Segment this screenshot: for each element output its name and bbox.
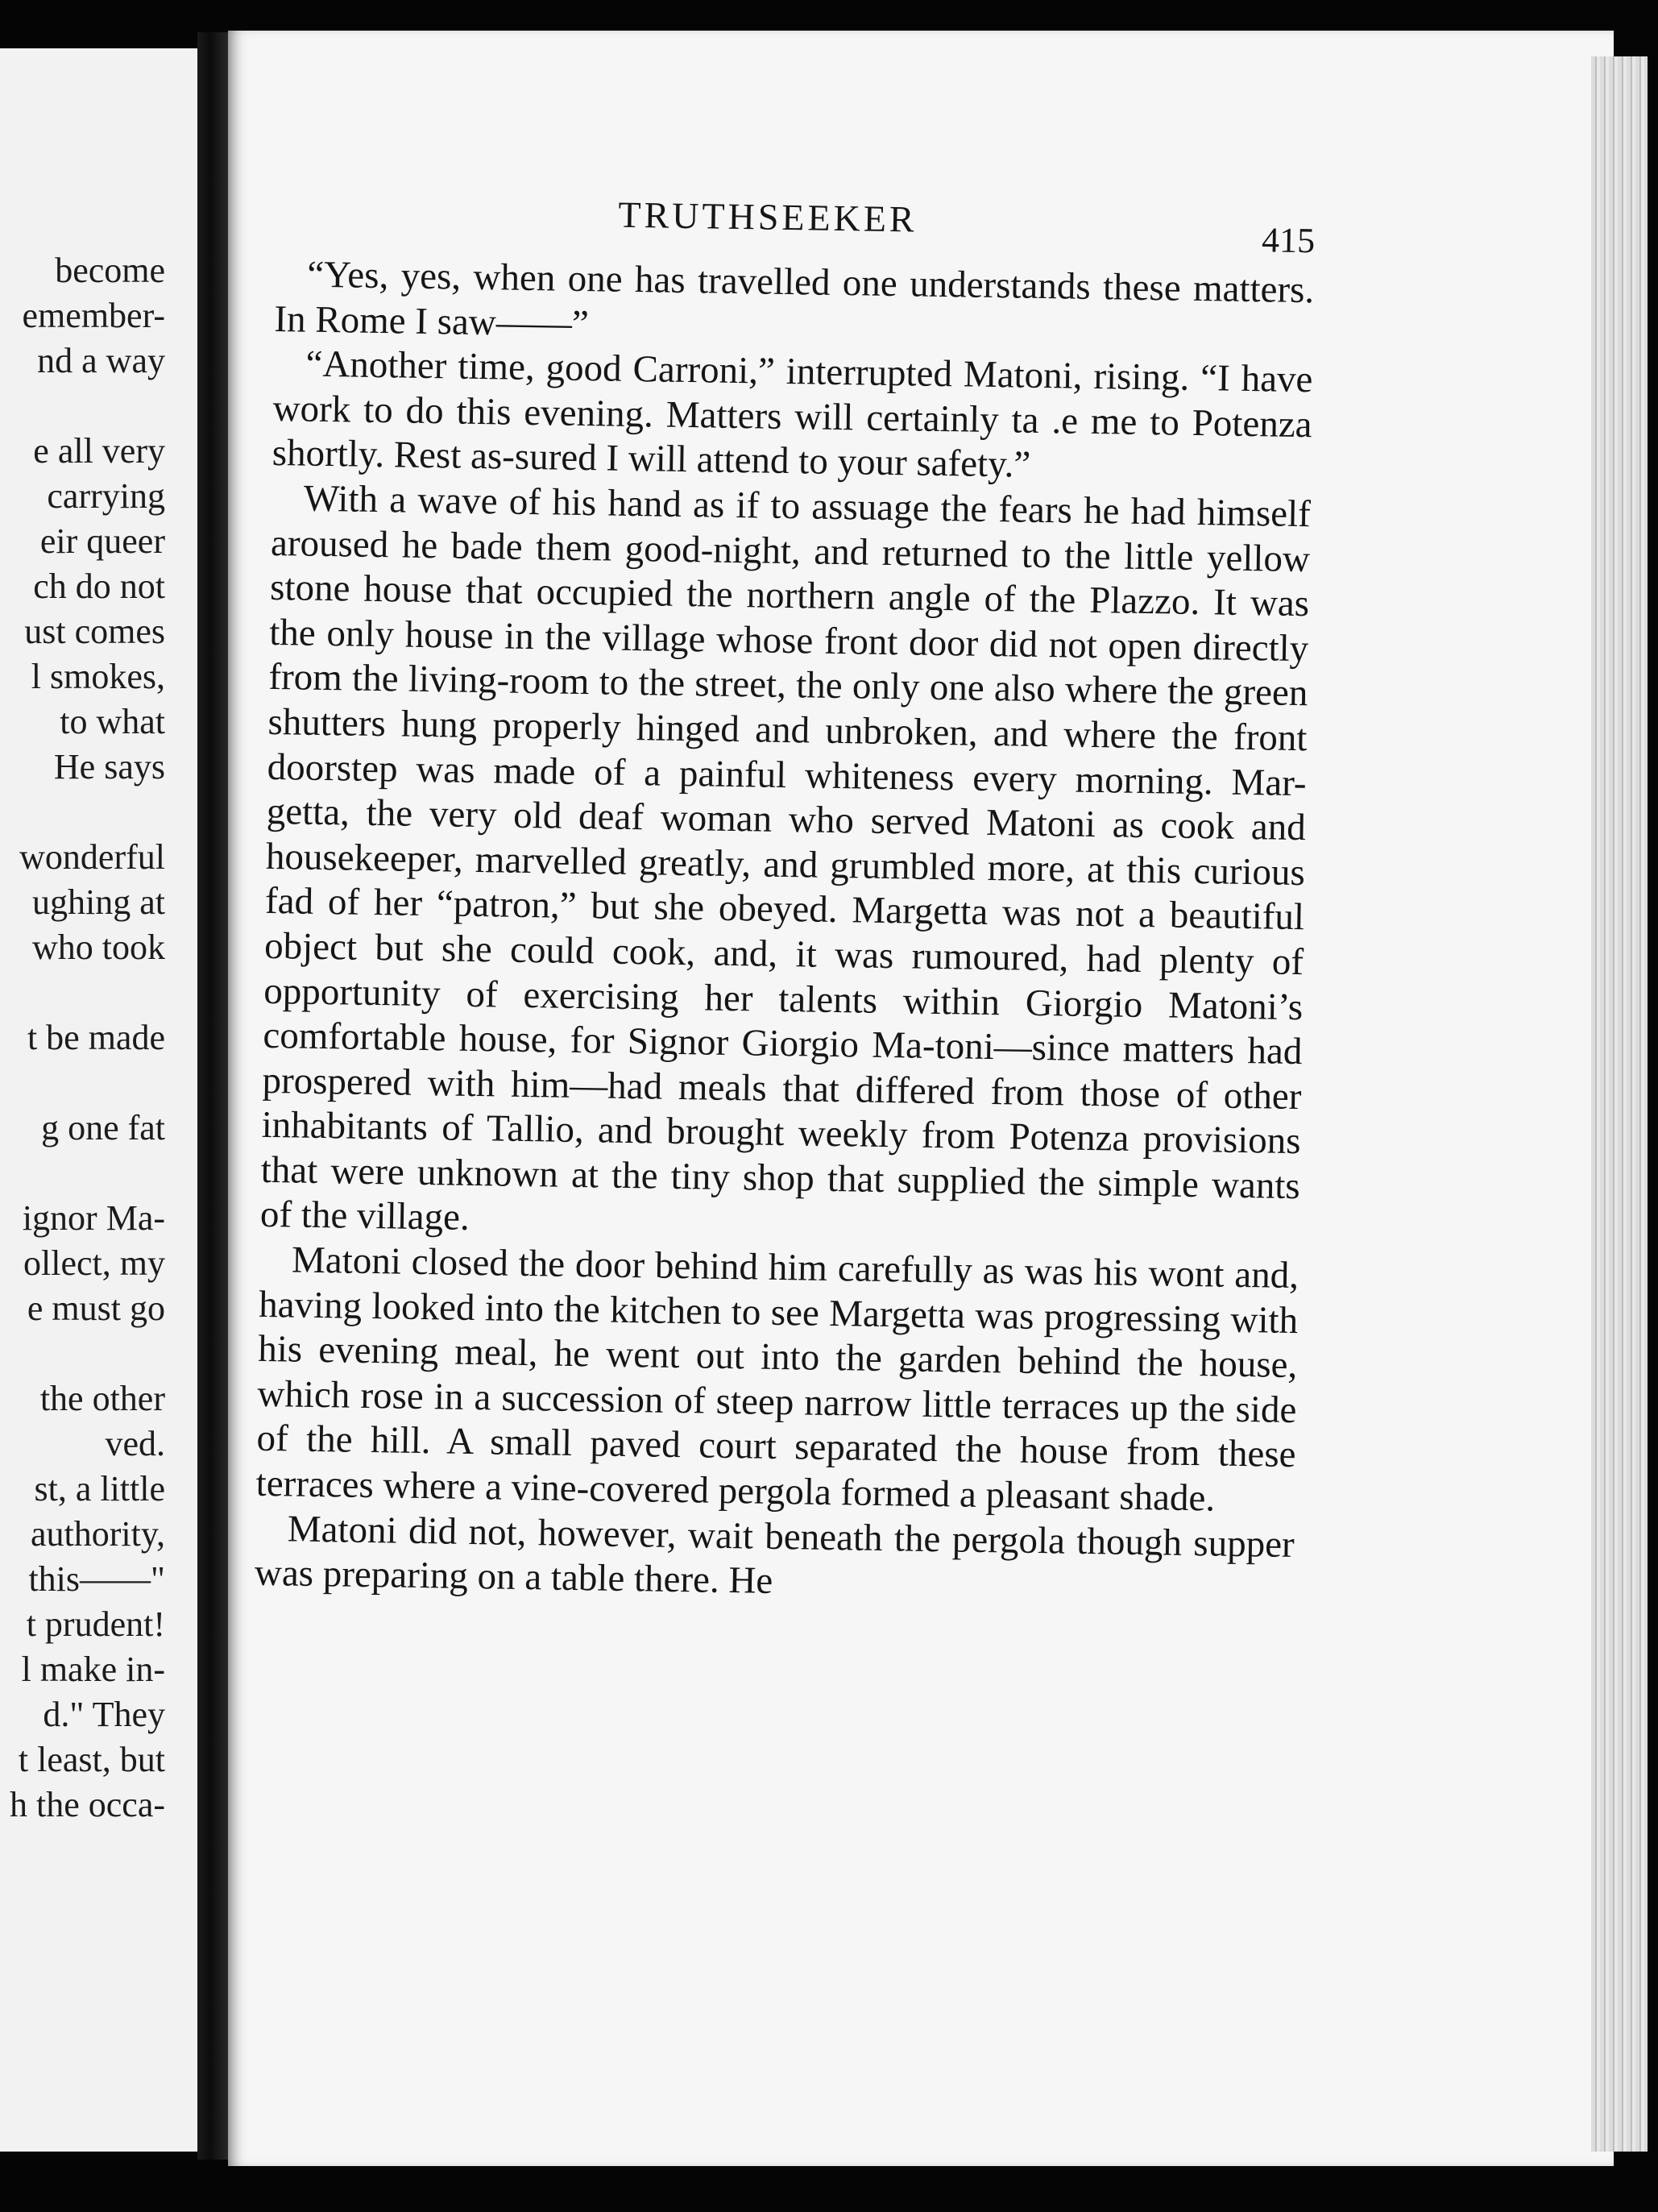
- left-page-line: t least, but: [18, 1740, 165, 1779]
- paragraph: “Yes, yes, when one has travelled one understands these matters. In Rome I saw——”: [274, 253, 1315, 345]
- left-page-line: e must go: [27, 1289, 165, 1328]
- left-page-line: h the occa-: [10, 1785, 165, 1824]
- paragraph: “Another time, good Carroni,” interrupted Matoni, rising. “I have work to do this evening. Matters will certainly ta .e me to Potenza shortly. Rest as-sured I will attend to your safety.”: [271, 342, 1313, 487]
- left-page-line: carrying: [47, 476, 165, 516]
- left-page-line: He says: [53, 747, 165, 786]
- left-page-line: ughing at: [32, 882, 165, 922]
- right-page: [228, 31, 1614, 2166]
- paragraph: Matoni closed the door behind him carefully as was his wont and, having looked into the kitchen to see Margetta was progressing with his evening meal, he went out into the garden behind the house, which rose in a succession of steep narrow little terraces up the side of the hill. A small paved court separated the house from these terraces where a vine-covered pergola formed a pleasant shade.: [255, 1239, 1299, 1520]
- left-page-line: ust comes: [24, 612, 165, 651]
- left-page-line: nd a way: [37, 341, 165, 380]
- left-page-line: who took: [32, 928, 165, 967]
- page-edges: [1591, 56, 1648, 2152]
- left-page-line: wonderful: [19, 837, 165, 877]
- left-page-line: ved.: [105, 1424, 165, 1463]
- left-page-line: st, a little: [34, 1469, 165, 1509]
- paragraph: With a wave of his hand as if to assuage the fears he had himself aroused he bade them good-night, and returned to the little yellow stone house that occupied the northern angle of the Plazzo. It was the only house in the village whose front door did not open directly from the living-room to the street, the only one also where the green shutters hung properly hinged and unbroken, and where the front doorstep was made of a painful whiteness every morning. Mar-getta, the very old deaf woman who served Matoni as cook and housekeeper, marvelled greatly, and grumbled more, at this curious fad of her “patron,” but she obeyed. Margetta was not a beautiful object but she could cook, and, it was rumoured, had plenty of opportunity of exercising her talents within Giorgio Matoni’s comfortable house, for Signor Giorgio Ma-toni—since matters had prospered with him—had meals that differed from those of other inhabitants of Tallio, and brought weekly from Potenza provisions that were unknown at the tiny shop that supplied the simple wants of the village.: [259, 477, 1312, 1239]
- left-page-line: g one fat: [41, 1108, 165, 1148]
- left-page-line: this——": [28, 1559, 165, 1599]
- page-number: 415: [1261, 220, 1316, 261]
- left-page-line: the other: [39, 1379, 165, 1418]
- left-page-line: l smokes,: [31, 657, 165, 696]
- left-page-line: become: [55, 251, 165, 290]
- left-page-line: to what: [60, 702, 165, 741]
- left-page-line: d." They: [43, 1695, 165, 1734]
- page-text-block: [255, 188, 1316, 1612]
- left-page-line: t be made: [27, 1018, 165, 1057]
- left-page-line: authority,: [31, 1514, 165, 1554]
- left-page-line: e all very: [33, 431, 165, 471]
- left-page-line: l make in-: [21, 1650, 165, 1689]
- paragraph: Matoni did not, however, wait beneath the pergola though supper was preparing on a table there. He: [254, 1508, 1295, 1603]
- left-page-line: t prudent!: [26, 1604, 165, 1644]
- left-page-line: ch do not: [33, 566, 165, 606]
- left-page-line: ignor Ma-: [22, 1198, 165, 1238]
- left-facing-page: [0, 48, 197, 2152]
- left-page-line: emember-: [22, 296, 165, 335]
- left-page-line: ollect, my: [23, 1243, 165, 1283]
- running-title: TRUTHSEEKER: [618, 193, 918, 240]
- left-page-text: [0, 48, 197, 2152]
- book-gutter: [197, 32, 230, 2160]
- left-page-line: eir queer: [39, 521, 165, 561]
